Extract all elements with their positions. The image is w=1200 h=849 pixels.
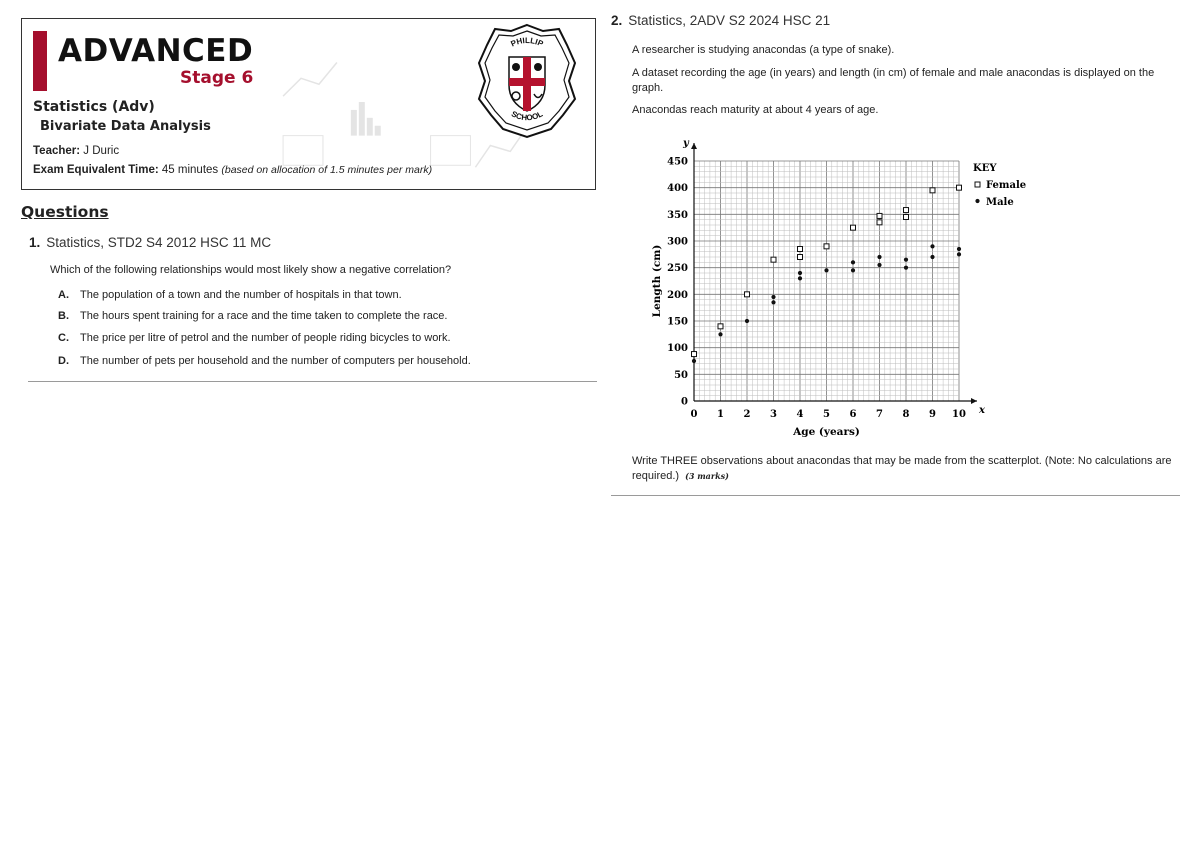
question-2-marks: (3 marks) xyxy=(685,471,729,481)
question-2-paragraph-3: Anacondas reach maturity at about 4 years of age. xyxy=(632,104,879,116)
x-tick-label: 6 xyxy=(849,409,857,420)
male-point xyxy=(957,252,961,256)
question-2-paragraph-2: A dataset recording the age (in years) and length (in cm) of female and male anacondas is displayed on the graph. xyxy=(632,67,1155,94)
male-point xyxy=(851,260,855,264)
option-letter: A. xyxy=(58,289,69,301)
female-point xyxy=(798,255,803,260)
option-c xyxy=(58,332,451,344)
option-d xyxy=(58,355,471,367)
question-2-paragraph-1: A researcher is studying anacondas (a type of snake). xyxy=(632,44,895,56)
female-point xyxy=(957,185,962,190)
option-text: The hours spent training for a race and the time taken to complete the race. xyxy=(80,310,448,322)
x-axis-label: Age (years) xyxy=(793,426,860,438)
male-point xyxy=(718,332,722,336)
question-2-number: 2. xyxy=(611,13,623,28)
exam-time-note: (based on allocation of 1.5 minutes per mark) xyxy=(221,164,433,176)
option-letter: B. xyxy=(58,310,69,322)
legend-male-marker xyxy=(975,199,979,203)
y-tick-label: 400 xyxy=(667,183,688,195)
option-text: The population of a town and the number of hospitals in that town. xyxy=(80,289,402,301)
accent-bar xyxy=(33,31,47,91)
exam-time-value: 45 minutes xyxy=(161,164,219,176)
x-tick-label: 3 xyxy=(770,409,777,420)
x-tick-label: 9 xyxy=(929,409,936,420)
question-1-title xyxy=(29,235,271,250)
brand-title: ADVANCED xyxy=(58,33,254,69)
legend-female-marker xyxy=(975,182,980,187)
male-point xyxy=(771,300,775,304)
male-point xyxy=(904,258,908,262)
chart-grid xyxy=(694,161,959,401)
x-axis-symbol: x xyxy=(979,405,985,416)
question-2-instruction xyxy=(632,454,1177,484)
male-point xyxy=(957,247,961,251)
female-point xyxy=(877,213,882,218)
option-text: The number of pets per household and the number of computers per household. xyxy=(80,355,471,367)
x-tick-label: 10 xyxy=(952,409,966,420)
option-a xyxy=(58,289,402,301)
x-axis-arrow xyxy=(971,398,977,404)
anaconda-scatterplot xyxy=(640,130,1027,445)
header-card xyxy=(21,18,596,190)
y-tick-label: 450 xyxy=(667,156,688,168)
teacher-line xyxy=(33,145,119,157)
legend-title: KEY xyxy=(973,163,997,174)
y-tick-label: 0 xyxy=(681,396,688,408)
question-1-stem: Which of the following relationships would most likely show a negative correlation? xyxy=(50,264,452,276)
y-axis-label: Length (cm) xyxy=(651,244,663,318)
exam-time-line xyxy=(33,164,432,176)
teacher-value: J Duric xyxy=(83,145,120,157)
male-point xyxy=(771,295,775,299)
svg-text:PHILLIP: PHILLIP xyxy=(509,35,545,49)
male-point xyxy=(904,266,908,270)
questions-heading: Questions xyxy=(21,203,109,221)
x-tick-label: 0 xyxy=(690,409,698,420)
y-tick-label: 350 xyxy=(667,209,688,221)
y-tick-label: 50 xyxy=(674,369,688,381)
female-point xyxy=(692,352,697,357)
option-letter: D. xyxy=(58,355,69,367)
female-point xyxy=(877,220,882,225)
x-tick-label: 8 xyxy=(902,409,910,420)
male-point xyxy=(798,271,802,275)
svg-text:SCHOOL: SCHOOL xyxy=(509,109,545,123)
male-point xyxy=(930,255,934,259)
male-point xyxy=(877,255,881,259)
y-axis-symbol: y xyxy=(683,138,689,149)
male-point xyxy=(798,276,802,280)
exam-time-label: Exam Equivalent Time: xyxy=(33,164,159,176)
female-point xyxy=(824,244,829,249)
y-tick-label: 100 xyxy=(667,343,688,355)
male-point xyxy=(745,319,749,323)
school-crest-logo xyxy=(477,23,577,139)
female-point xyxy=(798,247,803,252)
y-tick-label: 200 xyxy=(667,289,688,301)
male-point xyxy=(692,359,696,363)
question-2-divider xyxy=(611,495,1180,496)
question-2-title xyxy=(611,13,830,28)
option-b xyxy=(58,310,448,322)
male-point xyxy=(824,268,828,272)
question-1-divider xyxy=(28,381,597,382)
male-point xyxy=(851,268,855,272)
brand-stage: Stage 6 xyxy=(180,68,254,88)
y-tick-label: 150 xyxy=(667,316,688,328)
y-tick-label: 250 xyxy=(667,263,688,275)
question-2-instruction-text: Write THREE observations about anacondas that may be made from the scatterplot. (Note: No calculations are required.) xyxy=(632,455,1172,482)
legend-female-label: Female xyxy=(986,180,1027,191)
x-tick-label: 2 xyxy=(743,409,751,420)
female-point xyxy=(904,208,909,213)
female-point xyxy=(851,225,856,230)
topic-title: Bivariate Data Analysis xyxy=(40,119,211,134)
subject-title: Statistics (Adv) xyxy=(33,99,155,115)
female-point xyxy=(745,292,750,297)
option-text: The price per litre of petrol and the number of people riding bicycles to work. xyxy=(80,332,451,344)
male-point xyxy=(930,244,934,248)
female-point xyxy=(904,215,909,220)
female-point xyxy=(771,257,776,262)
female-point xyxy=(930,188,935,193)
x-tick-label: 4 xyxy=(796,409,804,420)
y-tick-label: 300 xyxy=(667,236,688,248)
x-tick-label: 1 xyxy=(717,409,724,420)
legend-male-label: Male xyxy=(986,197,1014,208)
question-1-number: 1. xyxy=(29,235,41,250)
teacher-label: Teacher: xyxy=(33,145,81,157)
option-letter: C. xyxy=(58,332,69,344)
question-1-title-text: Statistics, STD2 S4 2012 HSC 11 MC xyxy=(46,235,272,250)
x-tick-label: 5 xyxy=(823,409,830,420)
question-2-title-text: Statistics, 2ADV S2 2024 HSC 21 xyxy=(628,13,831,28)
male-point xyxy=(877,263,881,267)
x-tick-label: 7 xyxy=(876,409,883,420)
y-axis-arrow xyxy=(691,143,697,149)
female-point xyxy=(718,324,723,329)
